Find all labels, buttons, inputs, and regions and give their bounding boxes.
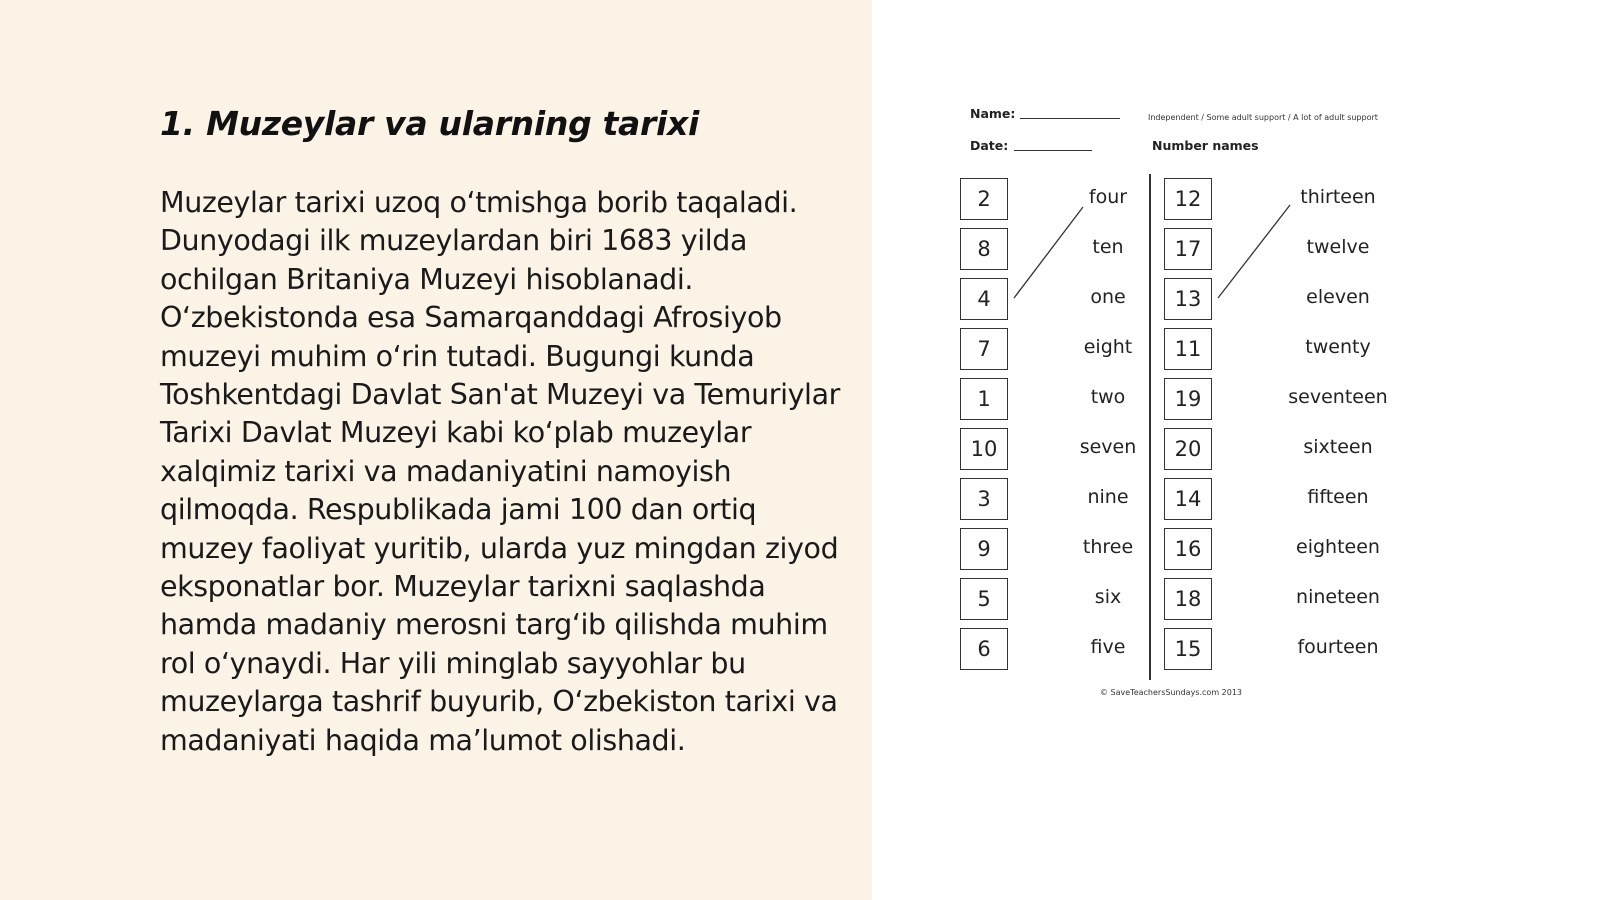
right-number-word: twenty [1305, 336, 1371, 358]
left-number-word: seven [1079, 436, 1137, 458]
left-number-box: 2 [960, 178, 1008, 220]
right-number-box: 12 [1164, 178, 1212, 220]
right-number-box: 15 [1164, 628, 1212, 670]
left-number-word: six [1094, 586, 1122, 608]
left-number-box: 10 [960, 428, 1008, 470]
right-number-box: 18 [1164, 578, 1212, 620]
right-number-word: eighteen [1296, 536, 1380, 558]
right-number-box: 11 [1164, 328, 1212, 370]
right-number-word: thirteen [1300, 186, 1376, 208]
right-number-word: fourteen [1297, 636, 1379, 658]
left-number-word: three [1082, 536, 1134, 558]
left-number-word: eight [1083, 336, 1133, 358]
match-line-4-four [1014, 207, 1083, 298]
right-number-box: 14 [1164, 478, 1212, 520]
support-note: Independent / Some adult support / A lot of adult support [1148, 113, 1378, 122]
left-number-box: 7 [960, 328, 1008, 370]
left-number-box: 9 [960, 528, 1008, 570]
worksheet-heading: Number names [1152, 138, 1259, 153]
date-label: Date: [970, 138, 1009, 153]
worksheet-footer: © SaveTeachersSundays.com 2013 [1100, 688, 1243, 697]
left-number-box: 4 [960, 278, 1008, 320]
worksheet-image-panel [872, 0, 1600, 900]
number-names-worksheet [872, 0, 1600, 900]
left-number-word: four [1088, 186, 1128, 208]
left-number-word: one [1090, 286, 1126, 308]
left-number-word: ten [1092, 236, 1124, 258]
right-number-word: seventeen [1288, 386, 1388, 408]
right-number-word: nineteen [1296, 586, 1380, 608]
right-number-word: twelve [1306, 236, 1370, 258]
left-number-word: five [1090, 636, 1126, 658]
left-number-box: 8 [960, 228, 1008, 270]
right-number-word: sixteen [1303, 436, 1373, 458]
left-number-word: two [1090, 386, 1126, 408]
slide-body-text: Muzeylar tarixi uzoq o‘tmishga borib taqaladi. Dunyodagi ilk muzeylardan biri 1683 yilda ochilgan Britaniya Muzeyi hisoblanadi. O‘zbekistonda esa Samarqanddagi Afrosiyob muzeyi muhim o‘rin tutadi. Bugungi kunda Toshkentdagi Davlat San'at Muzeyi va Temuriylar Tarixi Davlat Muzeyi kabi ko‘plab muzeylar xalqimiz tarixi va madaniyatini namoyish qilmoqda. Respublikada jami 100 dan ortiq muzey faoliyat yuritib, ularda yuz mingdan ziyod eksponatlar bor. Muzeylar tarixni saqlashda hamda madaniy merosni targ‘ib qilishda muhim rol o‘ynaydi. Har yili minglab sayyohlar bu muzeylarga tashrif buyurib, O‘zbekiston tarixi va madaniyati haqida ma’lumot olishadi. [160, 186, 840, 757]
right-number-word: eleven [1306, 286, 1370, 308]
left-number-word: nine [1087, 486, 1129, 508]
slide-title: 1. Muzeylar va ularning tarixi [160, 104, 700, 143]
left-number-box: 6 [960, 628, 1008, 670]
name-label: Name: [970, 106, 1016, 121]
match-line-13-thirteen [1218, 205, 1290, 298]
right-number-box: 13 [1164, 278, 1212, 320]
left-number-box: 3 [960, 478, 1008, 520]
right-number-box: 17 [1164, 228, 1212, 270]
right-number-box: 20 [1164, 428, 1212, 470]
right-number-box: 19 [1164, 378, 1212, 420]
right-number-word: fifteen [1307, 486, 1369, 508]
left-number-box: 5 [960, 578, 1008, 620]
right-number-box: 16 [1164, 528, 1212, 570]
left-number-box: 1 [960, 378, 1008, 420]
